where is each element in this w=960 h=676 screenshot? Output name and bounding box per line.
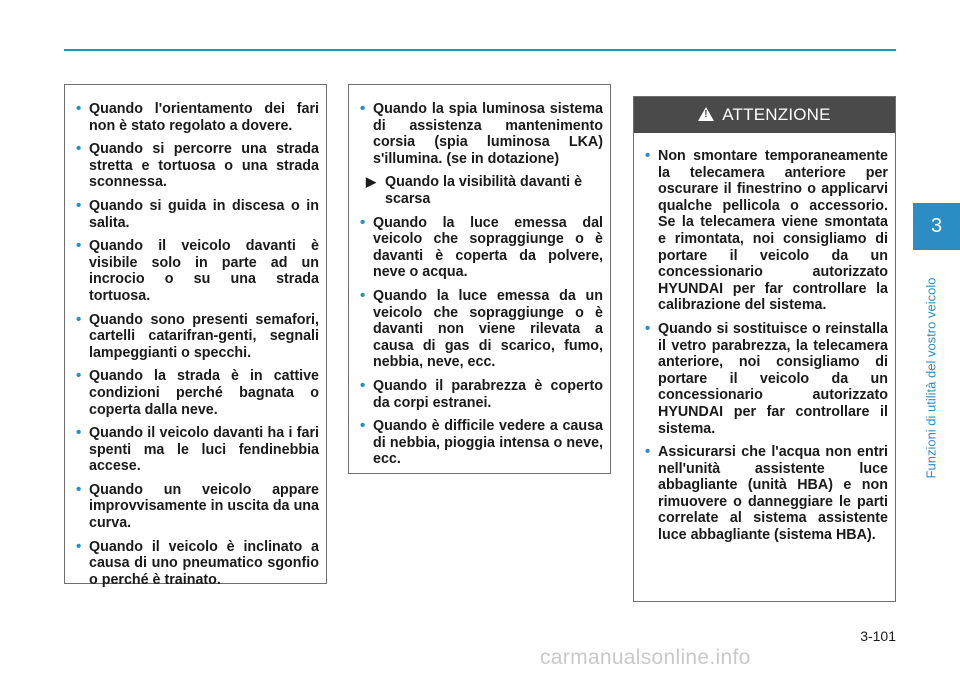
list-item: • Assicurarsi che l'acqua non entri nell'unità assistente luce abbagliante (unità HBA) e non rimuovere o danneggiare le parti correlate al sistema assistente luce abbagliante (sistema HBA).: [645, 443, 888, 544]
bullet-icon: •: [76, 424, 82, 442]
bullet-icon: •: [360, 417, 366, 435]
warning-box: [633, 96, 896, 602]
bullet-icon: •: [360, 213, 366, 231]
list-item: • Quando la spia luminosa sistema di assistenza mantenimento corsia (spia luminosa LKA) s'illumina. (se in dotazione): [360, 100, 603, 167]
list-item: • Quando il veicolo davanti ha i fari spenti ma le luci fendinebbia accese.: [76, 424, 319, 475]
bullet-icon: •: [645, 147, 651, 164]
bullet-icon: •: [76, 237, 82, 255]
warning-title: ATTENZIONE: [722, 105, 831, 124]
list-item: • Quando il veicolo davanti è visibile solo in parte ad un incrocio o su una strada tortuosa.: [76, 237, 319, 304]
list-item: • Quando l'orientamento dei fari non è stato regolato a dovere.: [76, 100, 319, 134]
watermark: carmanualsonline.info: [540, 646, 751, 669]
list-item: • Quando la strada è in cattive condizioni perché bagnata o coperta dalla neve.: [76, 367, 319, 418]
bullet-icon: •: [76, 100, 82, 117]
list-item: • Quando il veicolo è inclinato a causa di uno pneumatico sgonfio o perché è trainato.: [76, 537, 319, 588]
warning-header: [634, 97, 895, 133]
list-item: • Quando sono presenti semafori, cartelli catarifran-genti, segnali lampeggianti o specchi.: [76, 310, 319, 361]
arrow-right-icon: ▶: [366, 174, 376, 190]
list-item: • Quando si sostituisce o reinstalla il vetro parabrezza, la telecamera anteriore, noi consigliamo di portare il veicolo da un concessionario autorizzato HYUNDAI per far controllare il sistema.: [645, 319, 888, 437]
list-item: • Quando un veicolo appare improvvisamente in uscita da una curva.: [76, 480, 319, 532]
bullet-icon: •: [360, 286, 366, 304]
list-item: • Quando la luce emessa da un veicolo che sopraggiunge o è davanti non viene rilevata a causa di gas di scarico, fumo, nebbia, neve, ecc.: [360, 286, 603, 371]
left-text-box: [64, 84, 327, 588]
bullet-icon: •: [76, 140, 82, 158]
bullet-icon: •: [645, 319, 651, 337]
bullet-icon: •: [360, 376, 366, 394]
bullet-icon: •: [76, 367, 82, 385]
bullet-icon: •: [76, 310, 82, 328]
list-item: • Quando la luce emessa dal veicolo che sopraggiunge o è davanti è coperta da polvere, neve o acqua.: [360, 213, 603, 281]
warning-triangle-icon: !: [698, 107, 714, 121]
chapter-tab: 3: [913, 203, 960, 250]
bullet-icon: •: [360, 100, 366, 117]
list-item: • Quando si guida in discesa o in salita.: [76, 196, 319, 231]
bullet-icon: •: [76, 480, 82, 498]
bullet-icon: •: [76, 196, 82, 214]
list-item: • Quando è difficile vedere a causa di nebbia, pioggia intensa o neve, ecc.: [360, 417, 603, 468]
list-item: • Non smontare temporaneamente la telecamera anteriore per oscurare il finestrino o applicarvi qualche pellicola o accessorio. Se la telecamera viene smontata e rimontata, noi consigliamo di portare il veicolo da un concessionario autorizzato HYUNDAI per far controllare la calibrazione del sistema.: [645, 147, 888, 314]
section-heading: ▶ Quando la visibilità davanti è scarsa: [366, 174, 583, 207]
bullet-icon: •: [645, 443, 651, 461]
top-rule: [64, 49, 896, 51]
list-item: • Quando il parabrezza è coperto da corpi estranei.: [360, 376, 603, 411]
chapter-title: Funzioni di utilità del vostro veicolo: [923, 277, 939, 479]
page-number: 3-101: [860, 628, 896, 644]
list-item: • Quando si percorre una strada stretta e tortuosa o una strada sconnessa.: [76, 140, 319, 191]
bullet-icon: •: [76, 537, 82, 555]
middle-text-box: [348, 84, 611, 474]
